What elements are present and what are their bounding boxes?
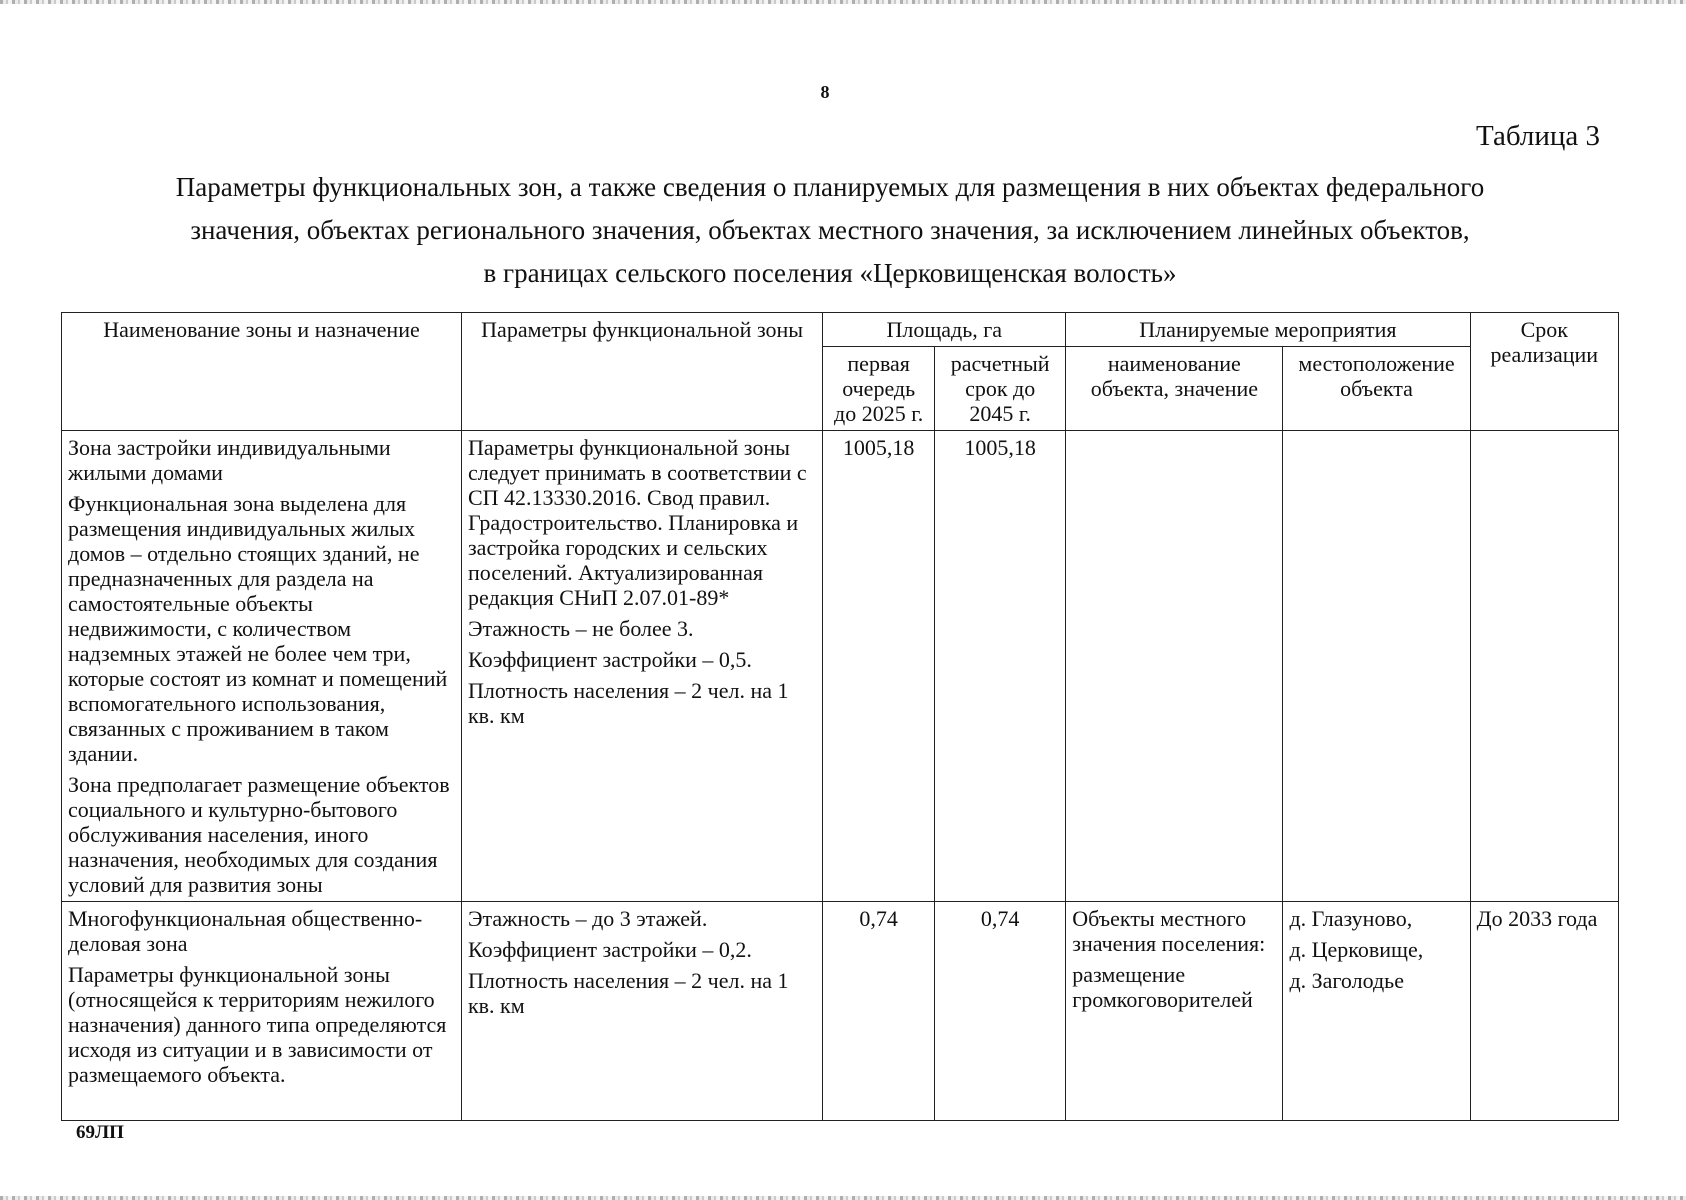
header-object-name: наименование объекта, значение bbox=[1066, 347, 1283, 431]
zone-param: Этажность – до 3 этажей. bbox=[467, 906, 708, 931]
zone-description: Зона предполагает размещение объектов социального и культурно-бытового обслуживания населения, иного назначения, необходимых для создания условий для развития зоны bbox=[68, 772, 450, 897]
zone-name-cell bbox=[62, 902, 462, 1121]
header-zone-name: Наименование зоны и назначение bbox=[62, 313, 462, 431]
term-cell bbox=[1470, 431, 1618, 902]
page-number: 8 bbox=[820, 82, 830, 102]
location-item: д. Церковище, bbox=[1289, 937, 1424, 962]
header-planned: Планируемые мероприятия bbox=[1066, 313, 1470, 347]
object-name: Объекты местного значения поселения: bbox=[1072, 906, 1266, 956]
term-cell: До 2033 года bbox=[1470, 902, 1618, 1121]
object-name-cell bbox=[1066, 902, 1283, 1121]
title-line: значения, объектах регионального значения, объектах местного значения, за исключением линейных объектов, bbox=[190, 215, 1470, 245]
zone-params-cell bbox=[461, 431, 822, 902]
zone-param: Плотность населения – 2 чел. на 1 кв. км bbox=[467, 678, 789, 728]
area-calc-cell: 1005,18 bbox=[935, 431, 1066, 902]
zone-title: Зона застройки индивидуальными жилыми домами bbox=[68, 435, 391, 485]
table-row bbox=[62, 431, 1619, 902]
table-row bbox=[62, 902, 1619, 1121]
zone-param: Коэффициент застройки – 0,5. bbox=[467, 647, 752, 672]
zone-param: Параметры функциональной зоны следует принимать в соответствии с СП 42.13330.2016. Свод правил. Градостроительство. Планировка и застройка городских и сельских поселений. Актуализированная редакция СНиП 2.07.01-89* bbox=[467, 435, 807, 610]
title-line: в границах сельского поселения «Церковищенская волость» bbox=[483, 258, 1177, 288]
zone-description: Параметры функциональной зоны (относящейся к территориям нежилого назначения) данного типа определяются исходя из ситуации и в зависимости от размещаемого объекта. bbox=[68, 962, 447, 1087]
object-location-cell bbox=[1283, 902, 1470, 1121]
zone-param: Плотность населения – 2 чел. на 1 кв. км bbox=[467, 968, 789, 1018]
title-line: Параметры функциональных зон, а также сведения о планируемых для размещения в них объектах федерального bbox=[175, 172, 1485, 202]
zone-params-cell bbox=[461, 902, 822, 1121]
document-title bbox=[70, 166, 1590, 295]
object-location-cell bbox=[1283, 431, 1470, 902]
zone-description: Функциональная зона выделена для размещения индивидуальных жилых домов – отдельно стоящих зданий, не предназначенных для раздела на самостоятельные объекты недвижимости, с количеством надземных этажей не более чем три, которые состоят из комнат и помещений вспомогательного использования, связанных с проживанием в таком здании. bbox=[68, 491, 448, 766]
object-name: размещение громкоговорителей bbox=[1072, 962, 1253, 1012]
area-first-cell: 0,74 bbox=[823, 902, 935, 1121]
object-name-cell bbox=[1066, 431, 1283, 902]
scan-edge-bottom bbox=[0, 1196, 1686, 1200]
table-label: Таблица 3 bbox=[1475, 120, 1600, 152]
area-calc-cell: 0,74 bbox=[935, 902, 1066, 1121]
scan-edge-top bbox=[0, 0, 1686, 4]
header-zone-params: Параметры функциональной зоны bbox=[461, 313, 822, 431]
header-area-first: первая очередь до 2025 г. bbox=[823, 347, 935, 431]
area-first-cell: 1005,18 bbox=[823, 431, 935, 902]
location-item: д. Заголодье bbox=[1289, 968, 1404, 993]
zone-name-cell bbox=[62, 431, 462, 902]
zone-param: Коэффициент застройки – 0,2. bbox=[467, 937, 752, 962]
zone-title: Многофункциональная общественно-деловая зона bbox=[68, 906, 423, 956]
location-item: д. Глазуново, bbox=[1289, 906, 1413, 931]
zones-table bbox=[61, 312, 1619, 1121]
header-term: Срок реализации bbox=[1470, 313, 1618, 431]
zone-param: Этажность – не более 3. bbox=[467, 616, 694, 641]
header-area: Площадь, га bbox=[823, 313, 1066, 347]
header-area-calc: расчетный срок до 2045 г. bbox=[935, 347, 1066, 431]
header-object-location: местоположение объекта bbox=[1283, 347, 1470, 431]
footer-code: 69ЛП bbox=[76, 1122, 124, 1143]
header-row bbox=[62, 313, 1619, 347]
